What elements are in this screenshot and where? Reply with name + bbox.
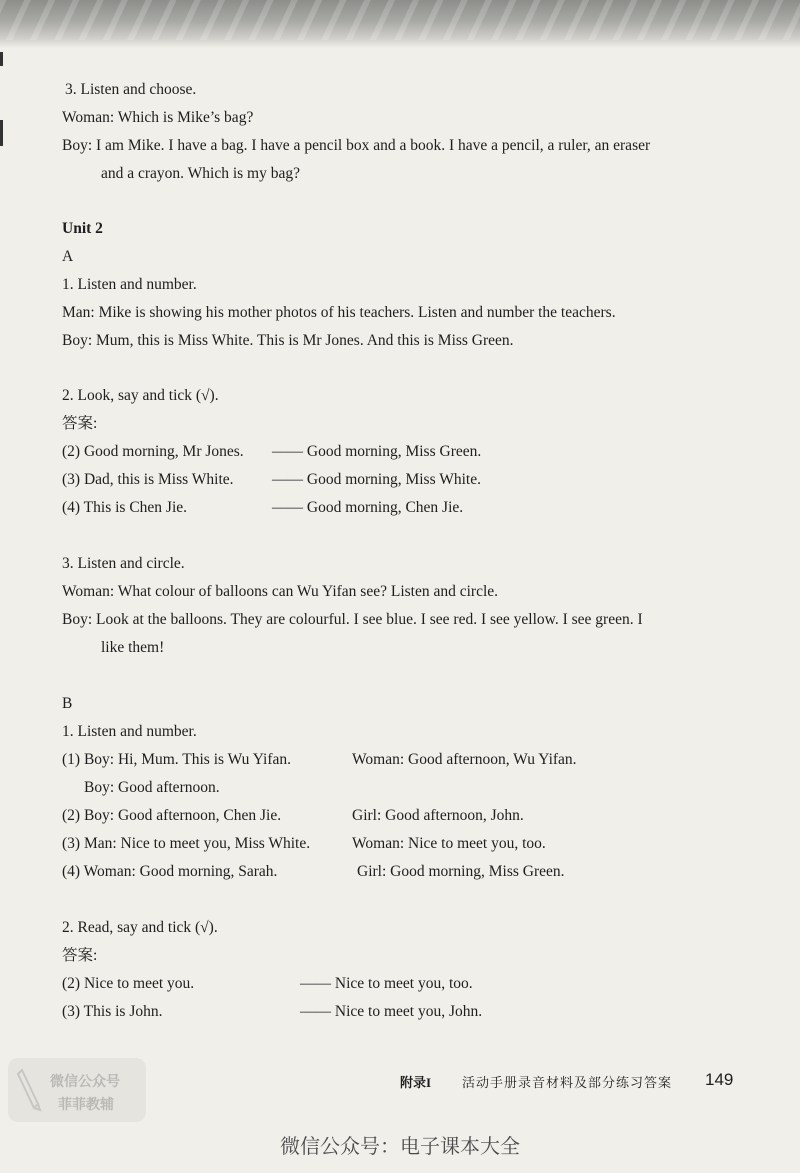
dialogue-left: Boy: Good afternoon.: [84, 779, 220, 796]
answer-label: 答案:: [62, 415, 98, 432]
dialogue-line: Boy: Look at the balloons. They are colourful. I see blue. I see red. I see yellow. I see green. I: [62, 611, 643, 628]
page-top-pattern: [0, 0, 800, 40]
section-heading: 2. Read, say and tick (√).: [62, 919, 218, 936]
part-label: A: [62, 248, 74, 265]
answer-left: (2) Nice to meet you.: [62, 975, 195, 992]
dialogue-line: Man: Mike is showing his mother photos of his teachers. Listen and number the teachers.: [62, 304, 616, 321]
dialogue-left: (1) Boy: Hi, Mum. This is Wu Yifan.: [62, 751, 292, 768]
bottom-watermark: 微信公众号：电子课本大全: [280, 1134, 520, 1158]
binding-mark: [0, 52, 3, 66]
section-heading: 2. Look, say and tick (√).: [62, 387, 219, 404]
dialogue-right: Girl: Good morning, Miss Green.: [357, 863, 565, 880]
watermark-badge-line2: 菲菲教辅: [58, 1097, 114, 1113]
answer-left: (2) Good morning, Mr Jones.: [62, 443, 244, 460]
dialogue-left: (2) Boy: Good afternoon, Chen Jie.: [62, 807, 282, 824]
part-label: B: [62, 695, 73, 712]
dialogue-right: Girl: Good afternoon, John.: [352, 807, 524, 824]
dialogue-line: Woman: Which is Mike’s bag?: [62, 109, 254, 126]
section-heading: 3. Listen and circle.: [62, 555, 185, 572]
dialogue-right: Woman: Nice to meet you, too.: [352, 835, 546, 852]
dialogue-line: like them!: [101, 639, 165, 656]
section-heading: 1. Listen and number.: [62, 276, 197, 293]
appendix-label: 附录I: [400, 1075, 432, 1090]
answer-right: —— Nice to meet you, John.: [300, 1003, 483, 1020]
answer-label: 答案:: [62, 947, 98, 964]
dialogue-left: (4) Woman: Good morning, Sarah.: [62, 863, 278, 880]
dialogue-line: and a crayon. Which is my bag?: [101, 165, 300, 182]
dialogue-line: Boy: Mum, this is Miss White. This is Mr Jones. And this is Miss Green.: [62, 332, 514, 349]
answer-right: —— Good morning, Miss White.: [272, 471, 481, 488]
binding-mark: [0, 120, 3, 146]
page-number: 149: [705, 1070, 734, 1089]
answer-right: —— Good morning, Miss Green.: [272, 443, 482, 460]
dialogue-line: Boy: I am Mike. I have a bag. I have a pencil box and a book. I have a pencil, a ruler, an eraser: [62, 137, 651, 154]
answer-right: —— Good morning, Chen Jie.: [272, 499, 464, 516]
section-heading: 1. Listen and number.: [62, 723, 197, 740]
appendix-title: 活动手册录音材料及部分练习答案: [462, 1075, 673, 1090]
dialogue-right: Woman: Good afternoon, Wu Yifan.: [352, 751, 577, 768]
dialogue-left: (3) Man: Nice to meet you, Miss White.: [62, 835, 311, 852]
answer-left: (3) Dad, this is Miss White.: [62, 471, 234, 488]
watermark-badge-line1: 微信公众号: [50, 1074, 120, 1090]
pen-icon: [14, 1066, 44, 1112]
answer-left: (3) This is John.: [62, 1003, 163, 1020]
answer-left: (4) This is Chen Jie.: [62, 499, 187, 516]
unit-title: Unit 2: [62, 220, 103, 237]
dialogue-line: Woman: What colour of balloons can Wu Yifan see? Listen and circle.: [62, 583, 499, 600]
answer-right: —— Nice to meet you, too.: [300, 975, 473, 992]
section-heading: 3. Listen and choose.: [65, 81, 197, 98]
